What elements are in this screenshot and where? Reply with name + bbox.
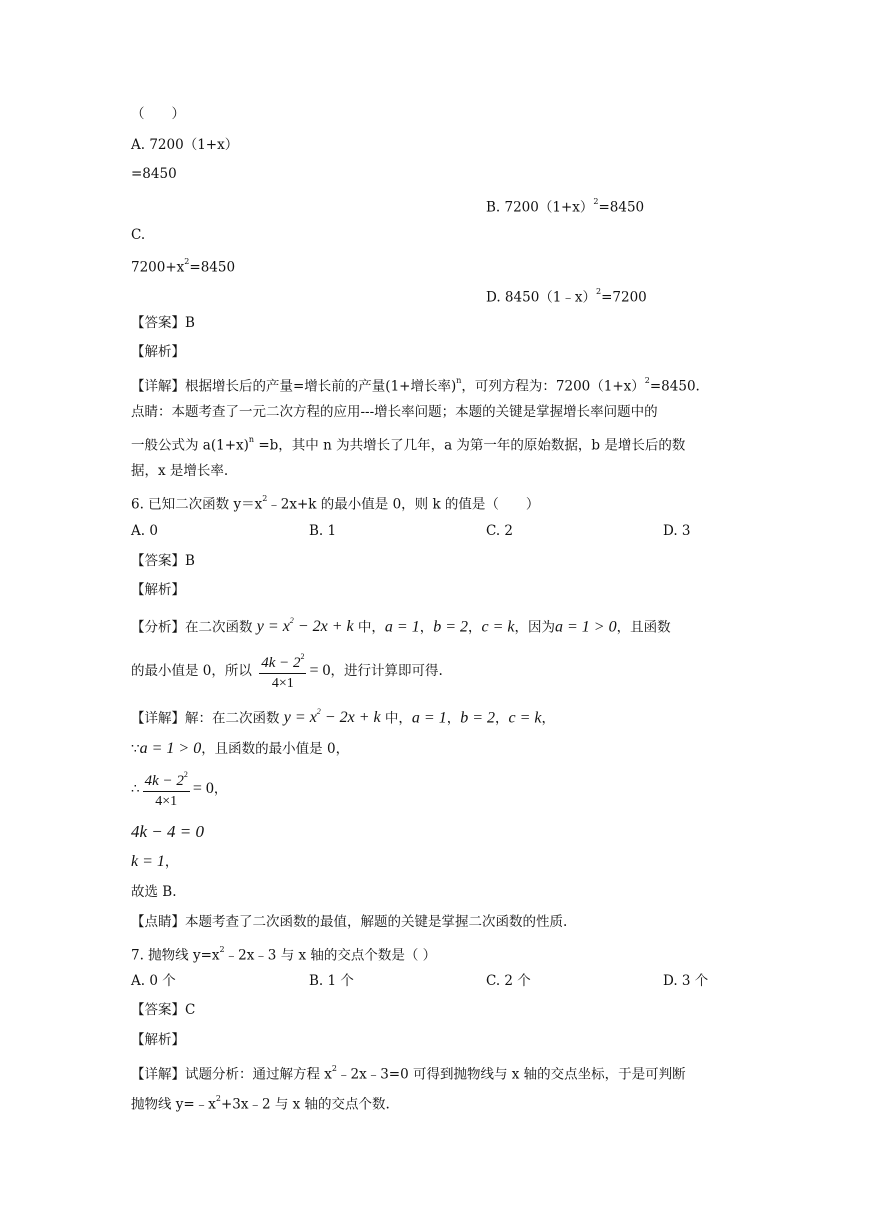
q7-option-b: B. 1 个	[309, 973, 354, 989]
detail-text2: ，可列方程为：7200（1+x）	[461, 378, 645, 395]
answer-tag: 【答案】	[131, 553, 185, 569]
q7-stem-sup: 2	[219, 945, 225, 954]
detail-tag: 【详解】	[131, 710, 185, 727]
detail-sup-n: n	[456, 376, 462, 385]
q5-comment-line2	[131, 432, 685, 456]
fraction-numerator-sup: 2	[183, 770, 188, 779]
q6-option-b: B. 1	[309, 523, 337, 539]
q7-option-a: A. 0 个	[131, 973, 176, 989]
q6-option-d: D. 3	[663, 523, 691, 539]
answer-value: B	[185, 315, 195, 331]
q5-comment-line3: 据，x 是增长率.	[131, 463, 229, 479]
q6-stem-b: ﹣2x+k 的最小值是 0，则 k 的值是（ ）	[267, 496, 540, 513]
analysis-line2-a: 的最小值是 0，所以	[131, 663, 252, 679]
comment-line2-sup: n	[248, 435, 255, 444]
option-d-tail: =7200	[601, 289, 647, 306]
detail-sup2: 2	[644, 376, 650, 385]
equals-zero: = 0	[192, 780, 214, 797]
q6-comment	[131, 912, 567, 932]
q6-answer	[131, 551, 195, 571]
detail-tag: 【详解】	[131, 378, 185, 395]
option-a: A. 7200（1+x）	[131, 137, 239, 153]
c-equation: c = k	[481, 618, 515, 636]
q7-option-c: C. 2 个	[486, 973, 531, 989]
comma: ，	[446, 710, 461, 727]
function-sup: 2	[289, 616, 294, 625]
fraction-denominator: 4×1	[155, 794, 178, 809]
detail-text-b: ﹣2x﹣3=0 可得到抛物线与 x 轴的交点坐标，于是可判断	[337, 1066, 686, 1083]
question-paren: （ ）	[131, 106, 185, 122]
q6-stem	[131, 491, 539, 515]
detail-tag: 【详解】	[131, 1066, 185, 1083]
fraction-numerator-pre: 4k − 2	[144, 773, 184, 789]
q7-stem	[131, 942, 436, 966]
detail-line2-a: 抛物线 y=﹣x	[131, 1096, 216, 1113]
fraction	[259, 650, 306, 693]
a-inequality: a = 1 > 0	[554, 618, 617, 636]
q6-option-c: C. 2	[486, 523, 514, 539]
comma: ，	[213, 781, 228, 797]
q6-option-a: A. 0	[131, 523, 158, 539]
answer-tag: 【答案】	[131, 1002, 185, 1018]
option-c-label: C.	[131, 227, 146, 243]
comma: ，	[541, 710, 555, 727]
option-c-sup: 2	[184, 257, 190, 266]
q6-detail-line1	[131, 704, 555, 728]
q7-analysis-tag: 【解析】	[131, 1032, 185, 1048]
q5-answer	[131, 313, 195, 333]
detail-text: 根据增长后的产量=增长前的产量(1+增长率)	[185, 378, 457, 395]
analysis-line2-b: ，进行计算即可得.	[330, 663, 443, 679]
option-b-text: B. 7200（1+x）	[486, 199, 594, 216]
detail-text3: =8450.	[649, 378, 700, 395]
option-d-text: D. 8450（1﹣x）	[486, 289, 596, 306]
function-pre: y = x	[283, 709, 317, 727]
b-equation: b = 2	[433, 618, 468, 636]
fraction-numerator-pre: 4k − 2	[261, 655, 301, 671]
fraction	[143, 768, 190, 811]
option-c-tail: =8450	[189, 259, 236, 276]
function-pre: y = x	[256, 618, 290, 636]
option-c-text: 7200+x	[131, 259, 185, 276]
detail-text-b: 中，	[384, 710, 412, 727]
comment-line2-b: =b，其中 n 为共增长了几年，a 为第一年的原始数据，b 是增长后的数	[254, 437, 686, 454]
q6-analysis-line2	[131, 650, 443, 693]
comma: ，	[467, 619, 482, 636]
option-b-tail: =8450	[598, 199, 645, 216]
a-equation: a = 1	[384, 618, 420, 636]
a-inequality: a = 1 > 0	[139, 740, 202, 757]
q7-answer	[131, 1000, 195, 1020]
analysis-text-d: ，且函数	[616, 619, 671, 636]
comma: ，	[494, 710, 509, 727]
comma: ，	[419, 619, 434, 636]
a-equation: a = 1	[411, 709, 447, 727]
comment-line2-a: 一般公式为 a(1+x)	[131, 437, 249, 454]
function-expression	[257, 618, 354, 635]
analysis-text-c: ，因为	[514, 619, 555, 636]
q7-stem-b: ﹣2x﹣3 与 x 轴的交点个数是（ ）	[224, 947, 437, 964]
equals-zero: = 0	[309, 662, 331, 679]
choose-line: 故选 B.	[131, 884, 177, 900]
option-d	[486, 284, 647, 308]
step-equation-2	[131, 852, 178, 872]
q7-stem-a: 7. 抛物线 y=x	[131, 947, 220, 964]
q5-comment-line1: 点睛：本题考查了一元二次方程的应用---增长率问题；本题的关键是掌握增长率问题中的	[131, 404, 658, 420]
fraction-denominator: 4×1	[271, 676, 294, 691]
because-symbol: ∵	[131, 741, 140, 757]
function-sup: 2	[316, 707, 321, 716]
q7-detail-line1	[131, 1061, 686, 1085]
q7-option-d: D. 3 个	[663, 973, 709, 989]
q6-analysis-line1	[131, 613, 671, 637]
analysis-label: 【分析】	[131, 619, 185, 636]
c-equation: c = k	[508, 709, 542, 727]
k-value: k = 1	[131, 853, 165, 870]
step2-tail: ，	[164, 854, 179, 870]
q7-detail-line2	[131, 1091, 390, 1115]
answer-value: C	[185, 1002, 196, 1018]
q6-stem-a: 6. 已知二次函数 y＝x	[131, 496, 263, 513]
q5-analysis-tag: 【解析】	[131, 344, 185, 360]
function-post: − 2x + k	[293, 618, 354, 636]
detail-text-a: 解：在二次函数	[185, 710, 280, 727]
q6-because-line	[131, 739, 349, 759]
detail-line2-sup: 2	[215, 1094, 221, 1103]
fraction-numerator-sup: 2	[300, 652, 305, 661]
comment-tag: 【点睛】	[131, 914, 185, 930]
detail-line2-b: +3x﹣2 与 x 轴的交点个数.	[220, 1096, 390, 1113]
option-d-sup: 2	[595, 287, 602, 296]
therefore-symbol: ∴	[131, 781, 140, 797]
b-equation: b = 2	[460, 709, 495, 727]
answer-tag: 【答案】	[131, 315, 185, 331]
q5-detail	[131, 373, 700, 397]
analysis-text-a: 在二次函数	[185, 619, 253, 636]
q6-stem-sup: 2	[262, 494, 268, 503]
option-a-continued: =8450	[131, 166, 177, 182]
step-equation-1: 4k − 4 = 0	[131, 822, 204, 841]
function-post: − 2x + k	[320, 709, 381, 727]
option-c	[131, 254, 235, 278]
option-b	[486, 194, 644, 218]
q6-analysis-tag: 【解析】	[131, 582, 185, 598]
q6-therefore-line	[131, 768, 227, 811]
answer-value: B	[185, 553, 195, 569]
fraction-numerator	[259, 650, 306, 674]
fraction-numerator	[143, 768, 190, 792]
detail-text-a: 试题分析：通过解方程 x	[185, 1066, 332, 1083]
because-text: ，且函数的最小值是 0，	[201, 741, 350, 757]
detail-sup: 2	[331, 1064, 337, 1073]
function-expression	[284, 709, 381, 726]
analysis-text-b: 中，	[357, 619, 385, 636]
comment-text: 本题考查了二次函数的最值，解题的关键是掌握二次函数的性质.	[185, 914, 568, 930]
option-b-sup: 2	[593, 197, 599, 206]
